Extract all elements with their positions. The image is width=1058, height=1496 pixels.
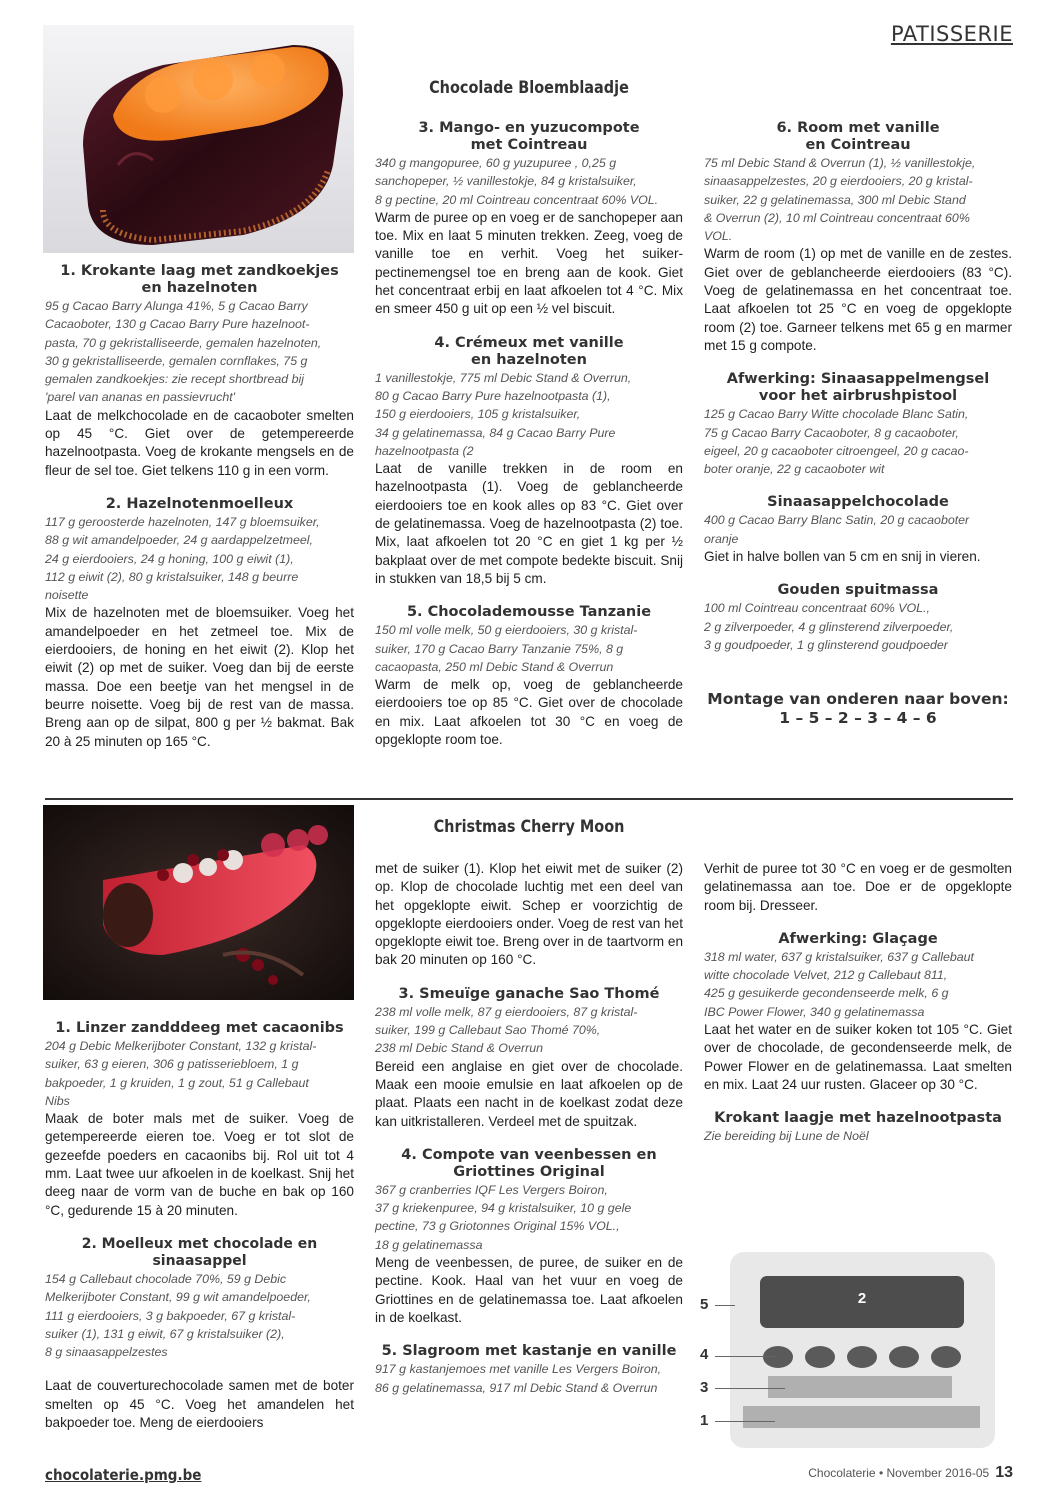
ingredients: 367 g cranberries IQF Les Vergers Boiron, 37 g kriekenpuree, 94 g kristalsuiker, 10 g gele pectine, 73 g Griotonnes Original 15% VOL., 18 g gelatinemassa bbox=[375, 1182, 632, 1252]
ingredients: 117 g geroosterde hazelnoten, 147 g bloemsuiker, 88 g wit amandelpoeder, 24 g aardappelzetmeel, 24 g eierdooiers, 24 g honing, 100 g eiwit (1), 112 g eiwit (2), 80 g kristalsuiker, 148 g beurre noisette bbox=[45, 514, 320, 603]
ingredients: 318 ml water, 637 g kristalsuiker, 637 g Callebaut witte chocolade Velvet, 212 g Callebaut 811, 425 g gesuikerde gecondenseerde melk, 6 g IBC Power Flower, 340 g gelatinemassa bbox=[704, 949, 974, 1019]
ingredients: 204 g Debic Melkerijboter Constant, 132 g kristal- suiker, 63 g eieren, 306 g patisseriebloem, 1 g bakpoeder, 1 g kruiden, 1 g zout, 51 g Callebaut Nibs bbox=[45, 1039, 317, 1108]
ingredients: 238 ml volle melk, 87 g eierdooiers, 87 g kristal- suiker, 199 g Callebaut Sao Thomé 70%, 238 ml Debic Stand & Overrun bbox=[375, 1004, 638, 1056]
leader-line-4 bbox=[715, 1356, 777, 1357]
instructions: met de suiker (1). Klop het eiwit met de suiker (2) op. Klop de chocolade luchtig met een deel van het opgeklopte eiwit. Schep er voorzichtig de opgeklopte eierdooiers onder. Voeg de rest van het opgeklopte eiwit toe. Breng over in de taartvorm en bak 20 minuten op 160 °C. bbox=[375, 861, 683, 968]
diagram-label-4: 4 bbox=[700, 1346, 709, 1363]
section-heading: 1. Linzer zandddeeg met cacaonibs bbox=[55, 1020, 344, 1036]
diagram-label-1: 1 bbox=[700, 1412, 709, 1429]
instructions: Verhit de puree tot 30 °C en voeg er de gesmolten gelatinemassa aan toe. Doe er de opgeklopte room bij. Dresseer. bbox=[704, 861, 1012, 913]
section-heading: 4. Crémeux met vanille en hazelnoten bbox=[434, 334, 624, 368]
section-heading: 3. Smeuïge ganache Sao Thomé bbox=[398, 985, 660, 1002]
instructions: Warm de melk op, voeg de geblancheerde eierdooiers toe op 85 °C. Giet over de chocolade en mix. Laat afkoelen tot 30 °C en voeg de opgeklopte room toe. bbox=[375, 677, 683, 748]
montage-note: Montage van onderen naar boven: 1 – 5 – 2 – 3 – 4 – 6 bbox=[707, 690, 1009, 728]
section-heading: 1. Krokante laag met zandkoekjes en hazelnoten bbox=[60, 263, 339, 296]
ingredients: 917 g kastanjemoes met vanille Les Vergers Boiron, 86 g gelatinemassa, 917 ml Debic Stand & Overrun bbox=[375, 1362, 662, 1395]
section-heading: 5. Chocolademousse Tanzanie bbox=[406, 604, 652, 621]
instructions: Bereid een anglaise en giet over de chocolade. Maak een mooie emulsie en laat afkoelen op de plaat. Plaats een nacht in de koelkast zodat deze kan uitkristalleren. Verdeel met de spuitzak. bbox=[375, 1058, 683, 1129]
recipe-title-bloemblaadje: Chocolade Bloemblaadje bbox=[429, 78, 629, 98]
footer-issue bbox=[808, 1464, 1013, 1482]
column-6 bbox=[704, 860, 1012, 1146]
layer-diagram bbox=[695, 1250, 995, 1450]
section-heading: 5. Slagroom met kastanje en vanille bbox=[381, 1343, 677, 1360]
diagram-label-5: 5 bbox=[700, 1296, 709, 1313]
dot bbox=[931, 1346, 961, 1368]
column-1 bbox=[45, 263, 354, 751]
column-4 bbox=[45, 1020, 354, 1432]
instructions: Warm de room (1) op met de vanille en de zestes. Giet over de geblancheerde eierdooiers (83 °C). Voeg de gelatinemassa en het concentraat toe. Laat afkoelen tot 25 °C en voeg de opgeklopte room (2) toe. Garneer telkens met 65 g en marmer met 15 g compote. bbox=[704, 246, 1012, 353]
ingredients: 154 g Callebaut chocolade 70%, 59 g Debic Melkerijboter Constant, 99 g wit amandelpoeder, 111 g eierdooiers, 3 g bakpoeder, 67 g kristal- suiker (1), 131 g eiwit, 67 g kristalsuiker (2), 8 g sinaasappelzestes bbox=[45, 1271, 311, 1360]
instructions: Laat het water en de suiker koken tot 105 °C. Giet over de chocolade, de gecondenseerde melk, de Power Flower en de gelatinemassa. Laat smelten en mix. Laat 24 uur rusten. Glaceer op 30 °C. bbox=[704, 1022, 1012, 1092]
dot bbox=[847, 1346, 877, 1368]
section-heading: Afwerking: Sinaasappelmengsel voor het airbrushpistool bbox=[726, 371, 990, 405]
column-5 bbox=[375, 860, 683, 1397]
layer-2-label: 2 bbox=[857, 1290, 867, 1307]
section-heading: 6. Room met vanille en Cointreau bbox=[776, 120, 940, 153]
section-heading: Gouden spuitmassa bbox=[777, 582, 939, 599]
layer-4-dots bbox=[763, 1346, 973, 1368]
pastry-photo-bloemblaadje bbox=[43, 25, 354, 253]
instructions: Laat de couverturechocolade samen met de boter smelten op 45 °C. Voeg het amandelen het bakpoeder toe. Meng de eierdooiers bbox=[45, 1378, 354, 1431]
ingredients: 400 g Cacao Barry Blanc Satin, 20 g cacaoboter oranje bbox=[704, 513, 970, 546]
dot bbox=[889, 1346, 919, 1368]
section-heading: 2. Moelleux met chocolade en sinaasappel bbox=[81, 1235, 318, 1269]
leader-line-1 bbox=[715, 1421, 775, 1422]
layer-1-bar bbox=[743, 1406, 980, 1428]
page-number: 13 bbox=[995, 1464, 1013, 1481]
magazine-issue: Chocolaterie • November 2016-05 bbox=[808, 1466, 990, 1480]
section-heading: Sinaasappelchocolade bbox=[767, 494, 949, 511]
section-divider bbox=[45, 798, 1013, 800]
section-heading: 2. Hazelnotenmoelleux bbox=[105, 495, 294, 512]
dot bbox=[805, 1346, 835, 1368]
ingredients: 95 g Cacao Barry Alunga 41%, 5 g Cacao Barry Cacaoboter, 130 g Cacao Barry Pure hazelnoot- pasta, 70 g gekristalliseerde, gemalen hazelnoten, 30 g gekristalliseerde, gemalen cornflakes, 75 g gemalen zandkoekjes: zie recept shortbread bij 'parel van ananas en passievrucht' bbox=[45, 299, 322, 405]
instructions: Meng de veenbessen, de puree, de suiker en de pectine. Kook. Haal van het vuur en voeg de Griottines en de gelatinemassa toe. Laat afkoelen in de koelkast. bbox=[375, 1255, 683, 1325]
leader-line-3 bbox=[715, 1388, 785, 1389]
website-link[interactable]: chocolaterie.pmg.be bbox=[45, 1466, 202, 1484]
ingredients: 1 vanillestokje, 775 ml Debic Stand & Overrun, 80 g Cacao Barry Pure hazelnootpasta (1), 150 g eierdooiers, 105 g kristalsuiker, 34 g gelatinemassa, 84 g Cacao Barry Pure hazelnootpasta (2 bbox=[375, 370, 632, 458]
instructions: Maak de boter mals met de suiker. Voeg de getempereerde eieren toe. Voeg er tot slot de gezeefde poeders en cacaonibs bij. Rol uit tot 4 mm. Laat twee uur afkoelen in de koelkast. Snij het deeg naar de vorm van de buche en bak op 160 °C, gedurende 15 à 20 minuten. bbox=[45, 1111, 354, 1218]
ingredients: 150 ml volle melk, 50 g eierdooiers, 30 g kristal- suiker, 170 g Cacao Barry Tanzanie 75%, 8 g cacaopasta, 250 ml Debic Stand & Overrun bbox=[375, 623, 638, 674]
section-heading: 3. Mango- en yuzucompote met Cointreau bbox=[418, 120, 640, 153]
section-heading: Krokant laagje met hazelnootpasta bbox=[714, 1110, 1002, 1127]
ingredients: 75 ml Debic Stand & Overrun (1), ½ vanillestokje, sinaasappelzestes, 20 g eierdooiers, 20 g kristal- suiker, 22 g gelatinemassa, 300 ml Debic Stand & Overrun (2), 10 ml Cointreau concentraat 60% VOL. bbox=[704, 156, 976, 244]
instructions: Laat de melkchocolade en de cacaoboter smelten op 45 °C. Giet over de getempereerde hazelnootpasta. Voeg de krokante mengsels en de fleur de sel toe. Giet telkens 110 g in een vorm. bbox=[45, 407, 354, 478]
recipe-title-cherry-moon: Christmas Cherry Moon bbox=[433, 817, 625, 837]
ingredients: 340 g mangopuree, 60 g yuzupuree , 0,25 g sanchopeper, ½ vanillestokje, 84 g kristalsuiker, 8 g pectine, 20 ml Cointreau concentraat 60% VOL. bbox=[375, 156, 659, 207]
instructions: Laat de vanille trekken in de room en hazelnootpasta (1). Voeg de geblancheerde eierdooiers toe en kook alles op 83 °C. Giet over de gelatinemassa. Voeg de hazelnootpasta (2) toe. Mix, laat afkoelen tot 20 °C en giet 1 kg per ½ bakplaat over de met compote bedekte biscuit. Snij in stukken van 18,5 bij 5 cm. bbox=[375, 461, 683, 586]
ingredients: 100 ml Cointreau concentraat 60% VOL., 2 g zilverpoeder, 4 g glinsterend zilverpoeder, 3 g goudpoeder, 1 g glinsterend goudpoeder bbox=[704, 601, 954, 652]
instructions: Mix de hazelnoten met de bloemsuiker. Voeg het amandelpoeder en het zetmeel toe. Mix de eierdooiers, de honing en het eiwit (2). Klop het eiwit (2) op met de suiker. Voeg dan bij de eerste massa. Doe een beetje van het mengsel in de beurre noisette. Voeg bij de rest van de massa. Breng aan op de silpat, 800 g per ½ bakmat. Bak 20 à 25 minuten op 165 °C. bbox=[45, 605, 354, 749]
instructions: Warm de puree op en voeg er de sanchopeper aan toe. Mix en laat 5 minuten trekken. Zeeg, voeg de vanille toe en verhit. Voeg het suiker-pectinemengsel toe en breng aan de kook. Giet het concentraat erbij en laat afkoelen tot 4 °C. Mix en smeer 450 g uit op een ½ vel biscuit. bbox=[375, 209, 683, 317]
section-heading: Afwerking: Glaçage bbox=[778, 930, 938, 947]
pastry-photo-cherry-moon bbox=[43, 805, 354, 1000]
leader-line-5 bbox=[715, 1305, 735, 1306]
ingredients: Zie bereiding bij Lune de Noël bbox=[704, 1129, 869, 1144]
section-label: PATISSERIE bbox=[890, 22, 1013, 46]
diagram-label-3: 3 bbox=[700, 1379, 709, 1396]
dot bbox=[763, 1346, 793, 1368]
column-3 bbox=[704, 120, 1012, 728]
column-2 bbox=[375, 120, 683, 749]
section-heading: 4. Compote van veenbessen en Griottines Original bbox=[401, 1146, 657, 1180]
layer-3-bar bbox=[768, 1376, 952, 1398]
instructions: Giet in halve bollen van 5 cm en snij in vieren. bbox=[704, 549, 981, 565]
ingredients: 125 g Cacao Barry Witte chocolade Blanc Satin, 75 g Cacao Barry Cacaoboter, 8 g cacaoboter, eigeel, 20 g cacaoboter citroengeel, 20 g cacao- boter oranje, 22 g cacaoboter wit bbox=[704, 407, 969, 477]
